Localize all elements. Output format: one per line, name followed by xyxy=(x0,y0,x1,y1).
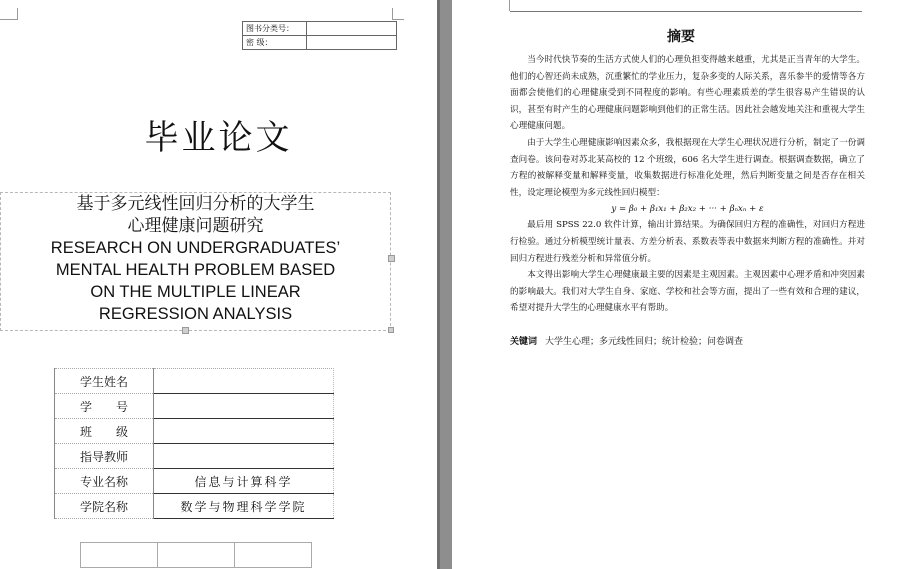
classification-row xyxy=(243,22,397,36)
regression-formula: y = β₀ + β₁x₁ + β₂x₂ + ··· + βₙxₙ + ε xyxy=(611,204,764,215)
classification-value[interactable] xyxy=(307,22,397,36)
thesis-title-textbox[interactable] xyxy=(0,192,391,331)
textbox-resize-handle-right[interactable] xyxy=(388,255,395,262)
table-cell[interactable] xyxy=(235,543,312,568)
page-gap-shadow xyxy=(437,0,440,569)
thesis-title-cn-line-1: 基于多元线性回归分析的大学生 xyxy=(76,194,315,214)
thesis-title-en-line-1: RESEARCH ON UNDERGRADUATES’ xyxy=(50,239,341,257)
crop-mark-top-left xyxy=(0,8,18,20)
textbox-resize-handle-corner[interactable] xyxy=(388,327,394,333)
student-name-label: 学生姓名 xyxy=(55,369,154,394)
secrecy-label: 密 级： xyxy=(243,36,307,50)
abstract-body xyxy=(510,52,865,317)
thesis-title-en-line-4: REGRESSION ANALYSIS xyxy=(98,305,293,323)
cover-page xyxy=(0,0,437,569)
student-id-label: 学 号 xyxy=(55,394,154,419)
abstract-paragraph: 本文得出影响大学生心理健康最主要的因素是主观因素。主观因素中心理矛盾和冲突因素的影响最大。我们对大学生自身、家庭、学校和社会等方面，提出了一些有效和合理的建议，希望对提升大学生的心理健康水平有帮助。 xyxy=(510,270,865,314)
thesis-title-en-line-3: ON THE MULTIPLE LINEAR xyxy=(90,283,301,301)
footer-table xyxy=(80,542,312,568)
crop-mark-top-left xyxy=(498,0,510,11)
keywords-label: 关键词 xyxy=(510,337,538,347)
thesis-title-en-line-2: MENTAL HEALTH PROBLEM BASED xyxy=(55,261,336,279)
keywords-line xyxy=(510,334,743,347)
class-field[interactable] xyxy=(154,419,334,444)
thesis-title-cn-line-2: 心理健康问题研究 xyxy=(127,216,264,236)
abstract-heading: 摘要 xyxy=(667,29,695,45)
keywords-text: 大学生心理；多元线性回归；统计检验；问卷调查 xyxy=(545,337,744,347)
student-id-field[interactable] xyxy=(154,394,334,419)
table-row xyxy=(55,419,334,444)
table-row xyxy=(55,394,334,419)
header-rule xyxy=(510,11,862,12)
table-row xyxy=(55,444,334,469)
table-row xyxy=(55,469,334,494)
major-field[interactable]: 信息与计算科学 xyxy=(154,469,334,494)
secrecy-row xyxy=(243,36,397,50)
table-row xyxy=(81,543,312,568)
abstract-paragraph: 最后用 SPSS 22.0 软件计算，输出计算结果。为确保回归方程的准确性，对回归方程进行检验。通过分析模型统计量表、方差分析表、系数表等表中数据来判断方程的准确性。并对回归方程进行残差分析和异常值分析。 xyxy=(510,220,865,264)
abstract-paragraph: 当今时代快节奏的生活方式使人们的心理负担变得越来越重，尤其是正当青年的大学生。他们的心智还尚未成熟，沉重繁忙的学业压力，复杂多变的人际关系，喜乐参半的爱情等各方面都会使他们的心理健康受到不同程度的影响。有些心理素质差的学生很容易产生错误的认识，甚至有时产生的心理健康问题影响到他们的正常生活。因此社会越发地关注和重视大学生心理健康问题。 xyxy=(510,55,865,132)
student-info-table xyxy=(54,368,334,519)
classification-table xyxy=(242,21,397,50)
college-label: 学院名称 xyxy=(55,494,154,519)
textbox-resize-handle-bottom[interactable] xyxy=(182,327,189,334)
abstract-paragraph: 由于大学生心理健康影响因素众多，我根据现在大学生心理状况进行分析，制定了一份调查问卷。该问卷对苏北某高校的 12 个班级，606 名大学生进行调查。根据调查数据，确立了方程的被解释变量和解释变量，收集数据进行标准化处理，然后判断变量之间是否存在相关性，设定理论模型为多元线性回归模型： xyxy=(510,137,865,198)
student-name-field[interactable] xyxy=(154,369,334,394)
advisor-field[interactable] xyxy=(154,444,334,469)
major-label: 专业名称 xyxy=(55,469,154,494)
table-row xyxy=(55,494,334,519)
thesis-heading: 毕业论文 xyxy=(144,118,293,158)
college-field[interactable]: 数学与物理科学学院 xyxy=(154,494,334,519)
advisor-label: 指导教师 xyxy=(55,444,154,469)
secrecy-value[interactable] xyxy=(307,36,397,50)
table-cell[interactable] xyxy=(81,543,158,568)
abstract-page xyxy=(452,0,910,569)
crop-mark-top-right xyxy=(392,8,404,20)
table-cell[interactable] xyxy=(158,543,235,568)
class-label: 班 级 xyxy=(55,419,154,444)
classification-label: 图书分类号： xyxy=(243,22,307,36)
table-row xyxy=(55,369,334,394)
